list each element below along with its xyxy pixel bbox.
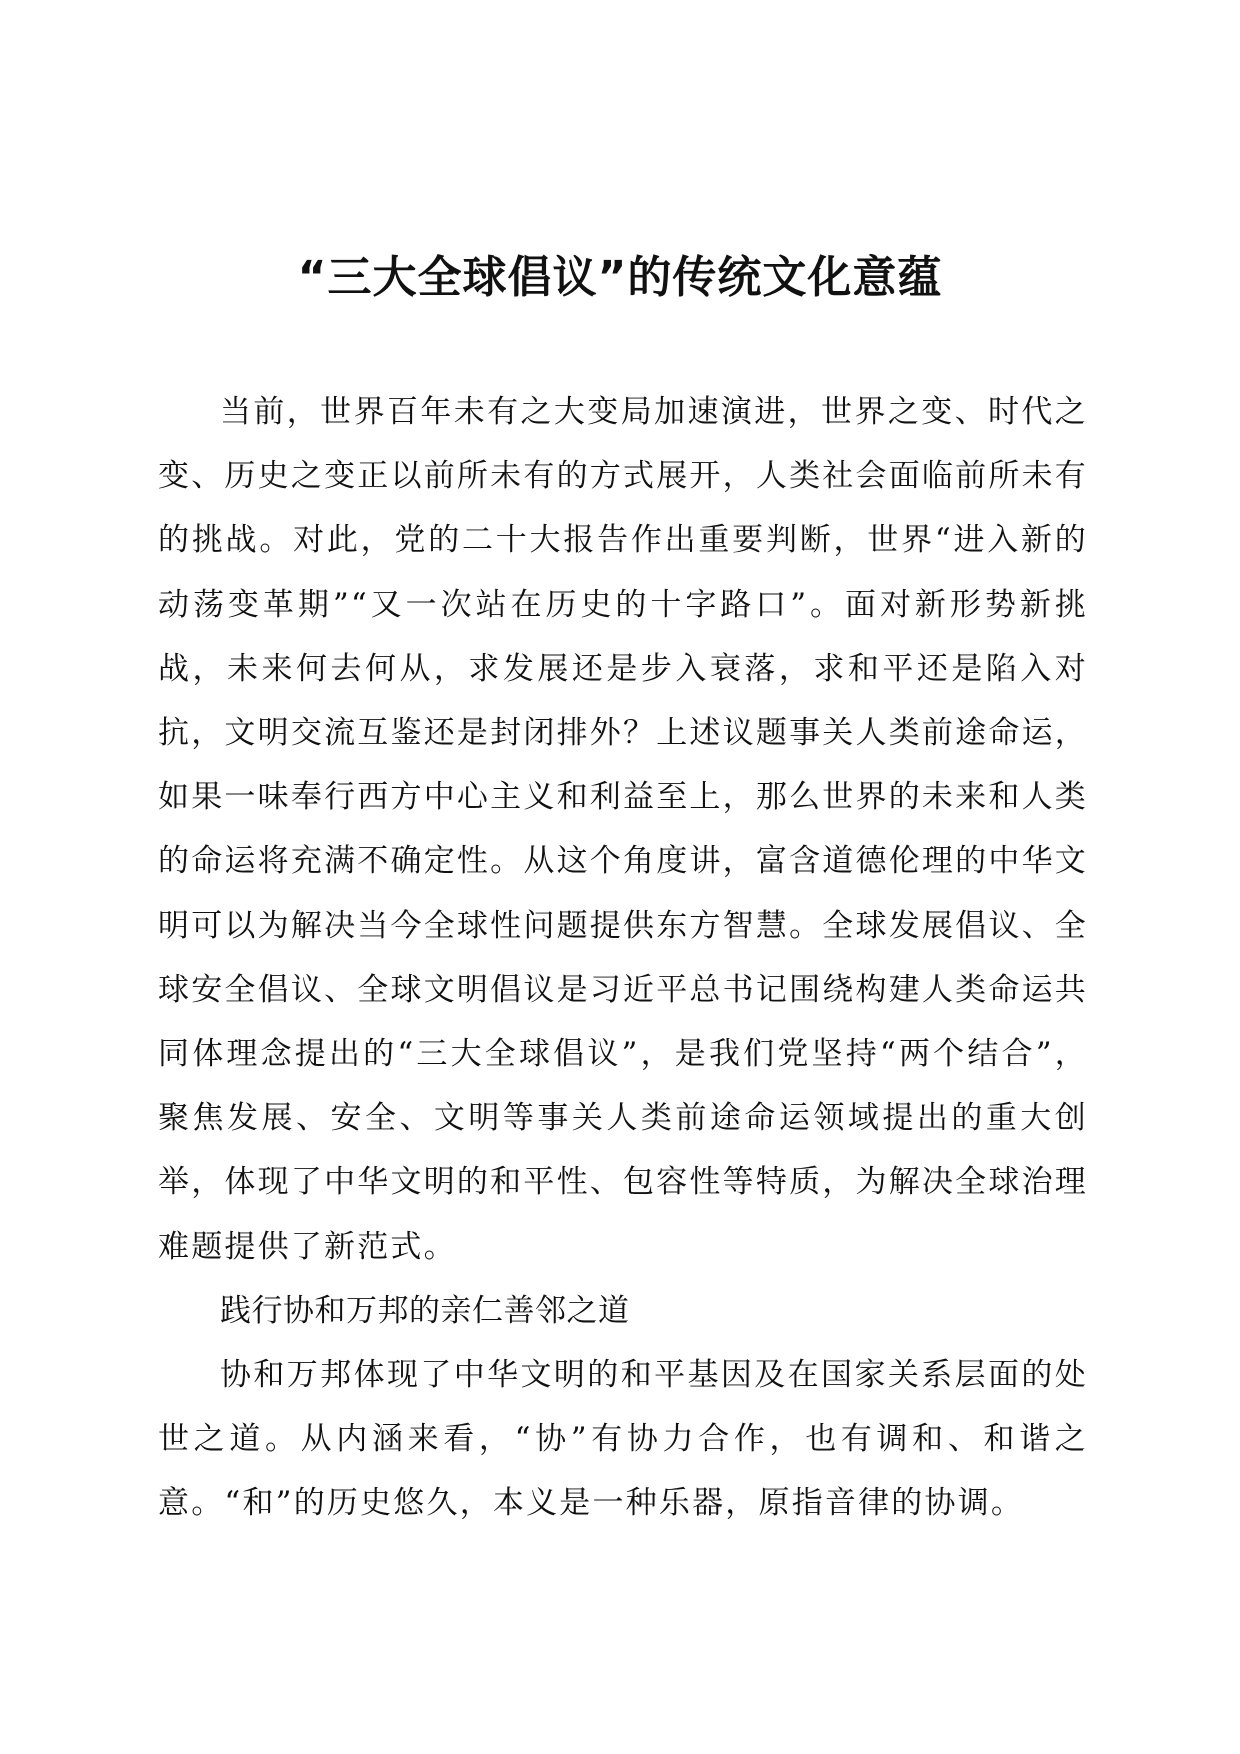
paragraph-section-1: 协和万邦体现了中华文明的和平基因及在国家关系层面的处世之道。从内涵来看，“协”有协力合作，也有调和、和谐之意。“和”的历史悠久，本义是一种乐器，原指音律的协调。 [158, 1357, 1088, 1522]
paragraph-intro: 当前，世界百年未有之大变局加速演进，世界之变、时代之变、历史之变正以前所未有的方式展开，人类社会面临前所未有的挑战。对此，党的二十大报告作出重要判断，世界“进入新的动荡变革期”“又一次站在历史的十字路口”。面对新形势新挑战，未来何去何从，求发展还是步入衰落，求和平还是陷入对抗，文明交流互鉴还是封闭排外？上述议题事关人类前途命运，如果一味奉行西方中心主义和利益至上，那么世界的未来和人类的命运将充满不确定性。从这个角度讲，富含道德伦理的中华文明可以为解决当今全球性问题提供东方智慧。全球发展倡议、全球安全倡议、全球文明倡议是习近平总书记围绕构建人类命运共同体理念提出的“三大全球倡议”，是我们党坚持“两个结合”，聚焦发展、安全、文明等事关人类前途命运领域提出的重大创举，体现了中华文明的和平性、包容性等特质，为解决全球治理难题提供了新范式。 [158, 394, 1088, 1265]
document-body [158, 380, 1088, 1536]
section-heading: 践行协和万邦的亲仁善邻之道 [220, 1292, 630, 1329]
document-title: “三大全球倡议”的传统文化意蕴 [297, 252, 943, 303]
